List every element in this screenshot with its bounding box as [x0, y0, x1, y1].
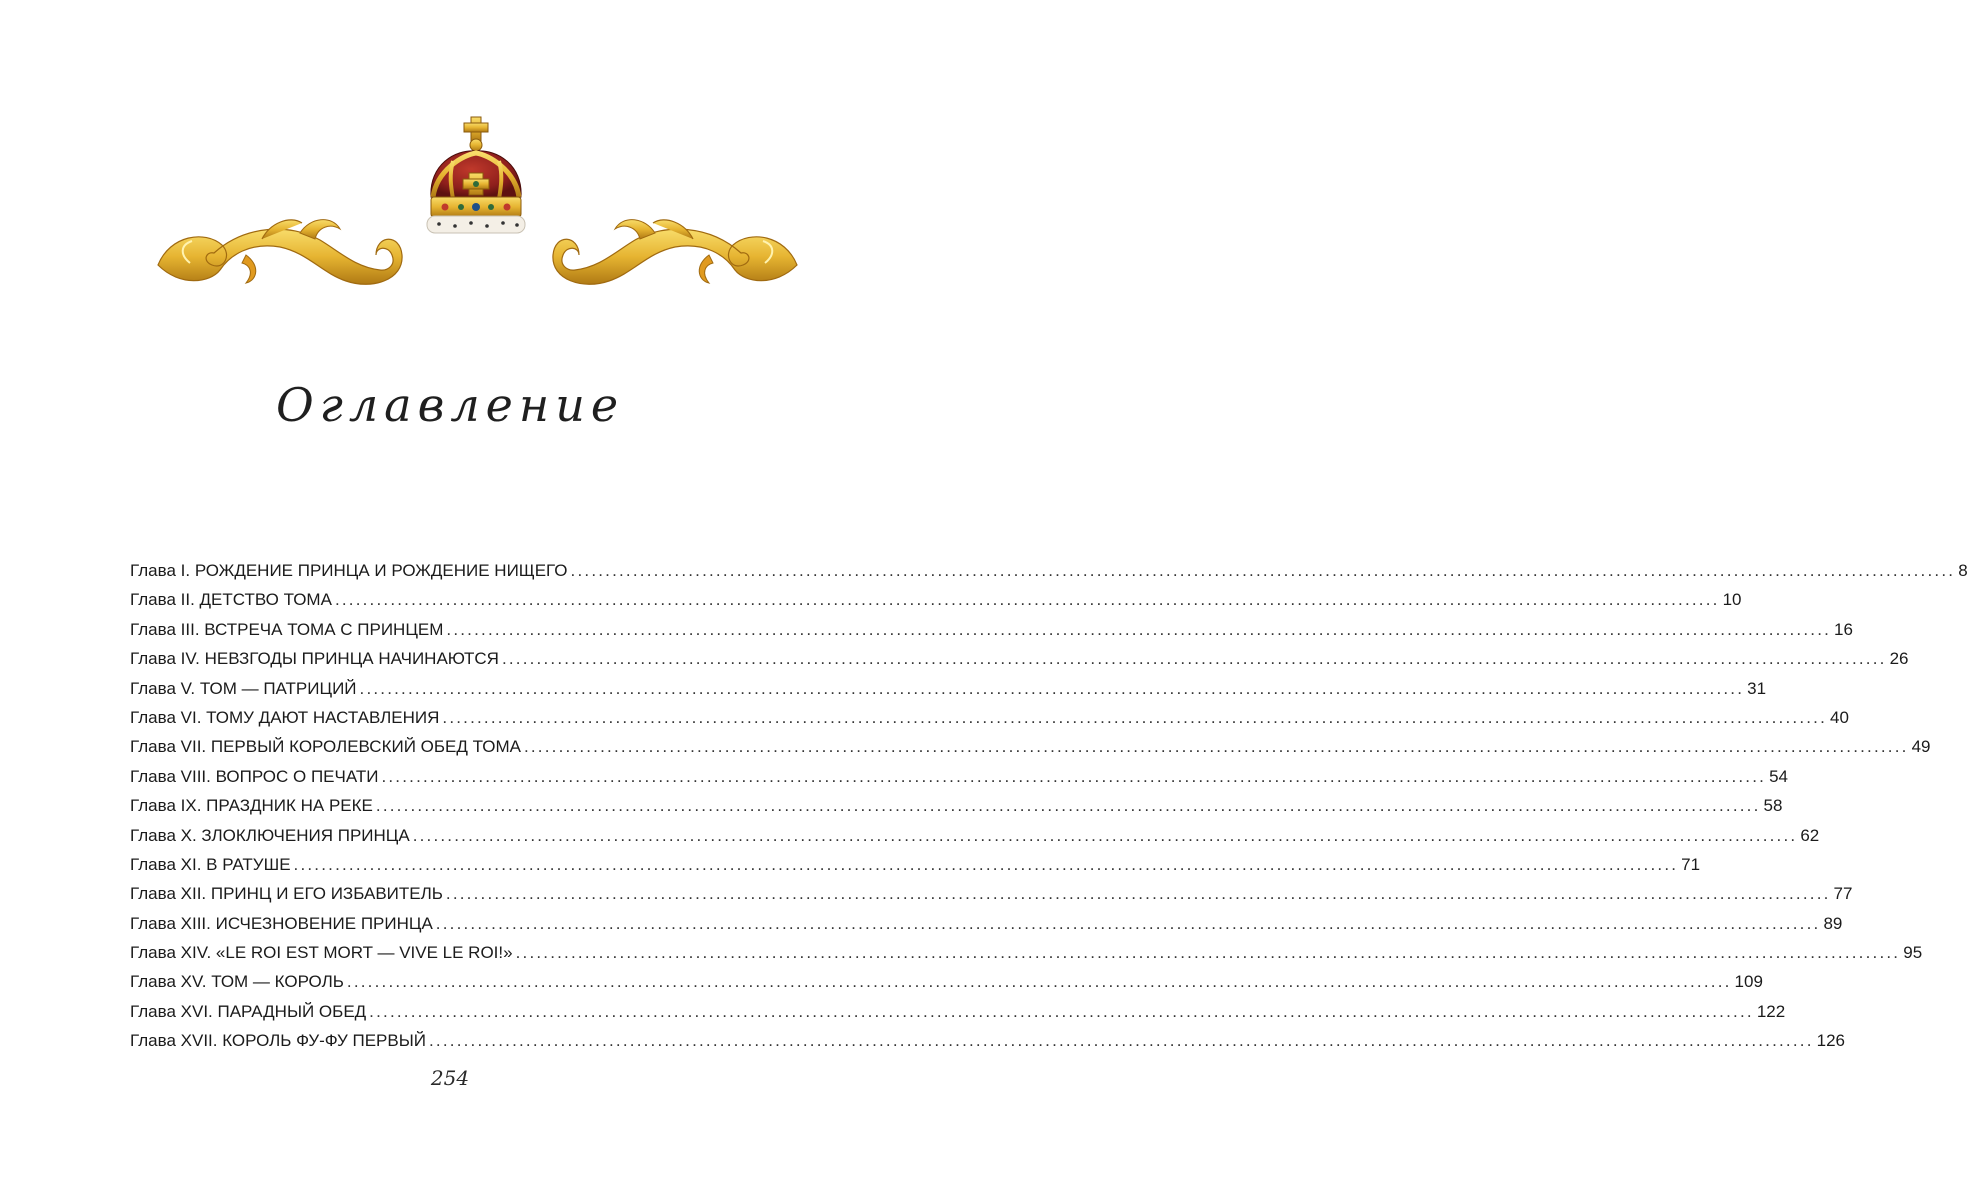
page-title: Оглавление	[275, 378, 625, 432]
toc-entry	[130, 644, 1909, 673]
dot-leader: ........................................................................................................................................................................................................	[445, 884, 1831, 904]
dot-leader: ........................................................................................................................................................................................................	[446, 619, 1832, 639]
toc-entry	[130, 556, 1968, 585]
toc-entry-page: 77	[1833, 884, 1853, 904]
toc-entry-page: 40	[1830, 707, 1849, 727]
toc-entry	[130, 762, 1789, 791]
toc-entry-page: 62	[1800, 825, 1820, 845]
toc-entry-title: Глава II. ДЕТСТВО ТОМА	[130, 590, 332, 610]
toc-entry-page: 26	[1889, 649, 1909, 669]
toc-entry	[130, 791, 1783, 820]
toc-entry-title: Глава XVI. ПАРАДНЫЙ ОБЕД	[130, 1001, 367, 1021]
toc-entry-title: Глава XIV. «LE ROI EST MORT — VIVE LE ROI!»	[130, 943, 513, 963]
toc-entry-page: 122	[1756, 1001, 1786, 1021]
dot-leader: ........................................................................................................................................................................................................	[293, 854, 1679, 874]
dot-leader: ........................................................................................................................................................................................................	[381, 766, 1767, 786]
toc-entry	[130, 1026, 1846, 1055]
toc-entry-title: Глава III. ВСТРЕЧА ТОМА С ПРИНЦЕМ	[130, 619, 444, 639]
toc-entry	[130, 615, 1853, 644]
dot-leader: ........................................................................................................................................................................................................	[429, 1031, 1814, 1051]
toc-entry	[130, 938, 1923, 967]
toc-entry-page: 126	[1816, 1031, 1846, 1051]
toc-entry	[130, 909, 1843, 938]
toc-entry-page: 16	[1834, 619, 1853, 639]
toc-entry	[130, 703, 1849, 732]
right-scroll-icon	[553, 220, 797, 285]
toc-entry	[130, 850, 1701, 879]
toc-entry-title: Глава VIII. ВОПРОС О ПЕЧАТИ	[130, 766, 379, 786]
dot-leader: ........................................................................................................................................................................................................	[375, 796, 1761, 816]
toc-entry-title: Глава V. ТОМ — ПАТРИЦИЙ	[130, 678, 357, 698]
dot-leader: ........................................................................................................................................................................................................	[501, 649, 1887, 669]
toc-entry-page: 10	[1722, 590, 1742, 610]
dot-leader: ........................................................................................................................................................................................................	[523, 737, 1909, 757]
crown-icon	[427, 117, 525, 233]
left-scroll-icon	[158, 220, 402, 285]
page-number: 254	[430, 1066, 470, 1090]
toc-entry	[130, 585, 1742, 614]
toc-entry-title: Глава X. ЗЛОКЛЮЧЕНИЯ ПРИНЦА	[130, 825, 410, 845]
toc-entry-title: Глава VII. ПЕРВЫЙ КОРОЛЕВСКИЙ ОБЕД ТОМА	[130, 737, 521, 757]
dot-leader: ........................................................................................................................................................................................................	[442, 707, 1828, 727]
dot-leader: ........................................................................................................................................................................................................	[412, 825, 1798, 845]
toc-entry-title: Глава IX. ПРАЗДНИК НА РЕКЕ	[130, 796, 373, 816]
toc-entry-title: Глава VI. ТОМУ ДАЮТ НАСТАВЛЕНИЯ	[130, 707, 440, 727]
toc-entry	[130, 879, 1853, 908]
dot-leader: ........................................................................................................................................................................................................	[346, 972, 1732, 992]
toc-entry-title: Глава XVII. КОРОЛЬ ФУ-ФУ ПЕРВЫЙ	[130, 1031, 426, 1051]
table-of-contents	[130, 556, 1968, 1056]
toc-entry-title: Глава XI. В РАТУШЕ	[130, 854, 291, 874]
toc-entry	[130, 674, 1767, 703]
dot-leader: ........................................................................................................................................................................................................	[435, 913, 1821, 933]
toc-entry-page: 71	[1681, 854, 1701, 874]
dot-leader: ........................................................................................................................................................................................................	[570, 561, 1956, 580]
toc-entry	[130, 821, 1820, 850]
toc-entry-page: 49	[1911, 737, 1931, 757]
toc-entry-title: Глава I. РОЖДЕНИЕ ПРИНЦА И РОЖДЕНИЕ НИЩЕГО	[130, 561, 568, 580]
toc-entry-title: Глава XV. ТОМ — КОРОЛЬ	[130, 972, 344, 992]
toc-entry-title: Глава XII. ПРИНЦ И ЕГО ИЗБАВИТЕЛЬ	[130, 884, 443, 904]
header-ornament	[150, 105, 805, 305]
toc-entry-page: 31	[1747, 678, 1767, 698]
toc-entry-title: Глава XIII. ИСЧЕЗНОВЕНИЕ ПРИНЦА	[130, 913, 433, 933]
toc-entry-page: 95	[1903, 943, 1923, 963]
toc-entry-page: 109	[1734, 972, 1763, 992]
dot-leader: ........................................................................................................................................................................................................	[515, 943, 1901, 963]
toc-entry	[130, 967, 1763, 996]
toc-entry-page: 8	[1958, 561, 1968, 580]
dot-leader: ........................................................................................................................................................................................................	[369, 1001, 1754, 1021]
dot-leader: ........................................................................................................................................................................................................	[334, 590, 1720, 610]
toc-entry-page: 89	[1823, 913, 1843, 933]
dot-leader: ........................................................................................................................................................................................................	[359, 678, 1745, 698]
toc-entry-title: Глава IV. НЕВЗГОДЫ ПРИНЦА НАЧИНАЮТСЯ	[130, 649, 499, 669]
toc-entry-page: 58	[1763, 796, 1783, 816]
toc-entry	[130, 997, 1786, 1026]
toc-entry	[130, 732, 1931, 761]
toc-entry-page: 54	[1769, 766, 1789, 786]
